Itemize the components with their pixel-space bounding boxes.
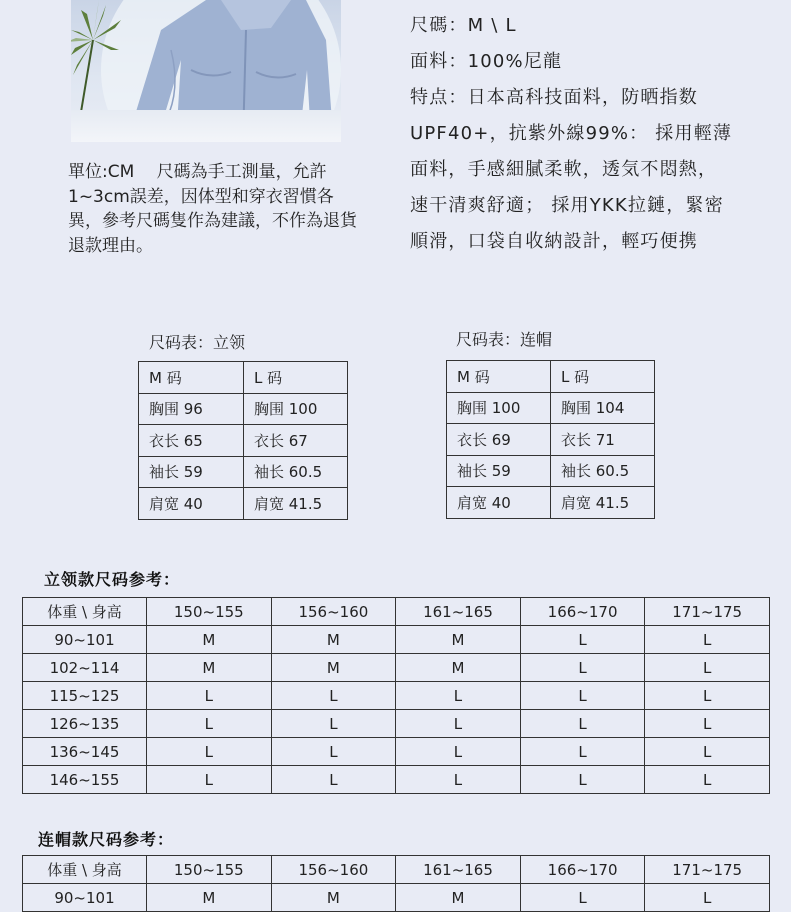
spec-line: 面料：100%尼龍 [410,51,563,72]
table-row [447,361,655,393]
table-cell: 136~145 [23,738,147,766]
table-cell: M [271,654,396,682]
table-cell: L [645,682,770,710]
table-header-row [23,856,770,884]
header-cell: 161~165 [396,856,521,884]
table-cell: 袖长 60.5 [244,456,348,488]
table-row [23,682,770,710]
product-specs [410,8,770,260]
table-cell: 肩宽 41.5 [244,488,348,520]
table-cell: M 码 [447,361,551,393]
table-cell: L [271,766,396,794]
header-cell: 171~175 [645,856,770,884]
table-cell: L [645,654,770,682]
table-row [447,392,655,424]
header-cell: 150~155 [147,856,272,884]
header-cell: 150~155 [147,598,272,626]
table-cell: M [396,884,521,912]
table-cell: L [645,766,770,794]
table-cell: L 码 [551,361,655,393]
table-cell: M [396,626,521,654]
table-cell: M [396,654,521,682]
table-row [23,710,770,738]
table-cell: L [147,766,272,794]
table-cell: L [520,654,645,682]
header-cell: 171~175 [645,598,770,626]
table-row [139,425,348,457]
size-reference-hooded [22,855,770,912]
size-table-standing-collar [138,361,348,520]
table-cell: L [396,738,521,766]
table-cell: L [645,884,770,912]
table-cell: L [520,766,645,794]
table-cell: 袖长 59 [447,455,551,487]
table-row [139,488,348,520]
table-cell: L [147,710,272,738]
table-cell: 胸围 96 [139,393,244,425]
spec-line: 速干清爽舒適； 採用YKK拉鏈，緊密 [410,195,724,216]
header-cell: 161~165 [396,598,521,626]
table-row [139,456,348,488]
table-cell: 肩宽 40 [139,488,244,520]
size-reference-standing-collar [22,597,770,794]
table-row [23,884,770,912]
table-cell: L [520,884,645,912]
spec-line: 面料，手感細膩柔軟，透気不悶熱， [410,159,718,180]
spec-line: UPF40+，抗紫外線99%： 採用輕薄 [410,123,733,144]
table-cell: 衣长 65 [139,425,244,457]
table-cell: 胸围 100 [244,393,348,425]
table-cell: 146~155 [23,766,147,794]
table-cell: 衣长 71 [551,424,655,456]
product-photo [71,0,341,142]
header-cell: 体重 \ 身高 [23,598,147,626]
table-cell: 胸围 100 [447,392,551,424]
table-cell: M [147,884,272,912]
size-table-hooded [446,360,655,519]
table-cell: L [396,710,521,738]
table-cell: 衣长 69 [447,424,551,456]
section-title: 连帽款尺码参考： [38,830,175,849]
table-cell: L [645,738,770,766]
table-cell: M 码 [139,362,244,394]
table-cell: M [147,626,272,654]
header-cell: 156~160 [271,856,396,884]
table-row [447,487,655,519]
spec-line: 順滑，口袋自收納設計，輕巧便携 [410,231,698,252]
table-row [139,362,348,394]
table-row [23,626,770,654]
table-cell: 115~125 [23,682,147,710]
table-cell: 肩宽 41.5 [551,487,655,519]
spec-line: 特点：日本高科技面料，防晒指数 [410,87,698,108]
table-row [23,738,770,766]
table-cell: L 码 [244,362,348,394]
table-cell: L [645,626,770,654]
header-cell: 体重 \ 身高 [23,856,147,884]
table-cell: 袖长 60.5 [551,455,655,487]
table-cell: L [271,738,396,766]
table-row [23,654,770,682]
section-title: 立领款尺码参考： [44,570,181,589]
table-cell: L [645,710,770,738]
table-cell: L [520,682,645,710]
size-table-title: 尺码表：连帽 [456,330,553,349]
table-row [447,455,655,487]
table-cell: 90~101 [23,626,147,654]
table-cell: 102~114 [23,654,147,682]
spec-line: 尺碼：M \ L [410,15,517,36]
table-cell: L [396,766,521,794]
table-cell: L [520,710,645,738]
table-row [447,424,655,456]
table-cell: L [271,682,396,710]
header-cell: 166~170 [520,598,645,626]
table-cell: L [271,710,396,738]
table-cell: L [147,682,272,710]
table-cell: L [520,738,645,766]
table-cell: M [271,884,396,912]
table-cell: 肩宽 40 [447,487,551,519]
size-table-title: 尺码表：立领 [149,333,246,352]
table-cell: L [520,626,645,654]
header-cell: 166~170 [520,856,645,884]
table-header-row [23,598,770,626]
table-cell: 胸围 104 [551,392,655,424]
header-cell: 156~160 [271,598,396,626]
table-row [139,393,348,425]
table-row [23,766,770,794]
table-cell: M [147,654,272,682]
table-cell: 126~135 [23,710,147,738]
photo-ground [71,110,341,142]
table-cell: M [271,626,396,654]
table-cell: 衣长 67 [244,425,348,457]
table-cell: L [147,738,272,766]
table-cell: L [396,682,521,710]
table-cell: 90~101 [23,884,147,912]
table-cell: 袖长 59 [139,456,244,488]
measurement-disclaimer: 單位:CM 尺碼為手工測量，允許1~3cm誤差，因体型和穿衣習慣各異，參考尺碼隻作為建議，不作為退貨退款理由。 [68,162,357,256]
